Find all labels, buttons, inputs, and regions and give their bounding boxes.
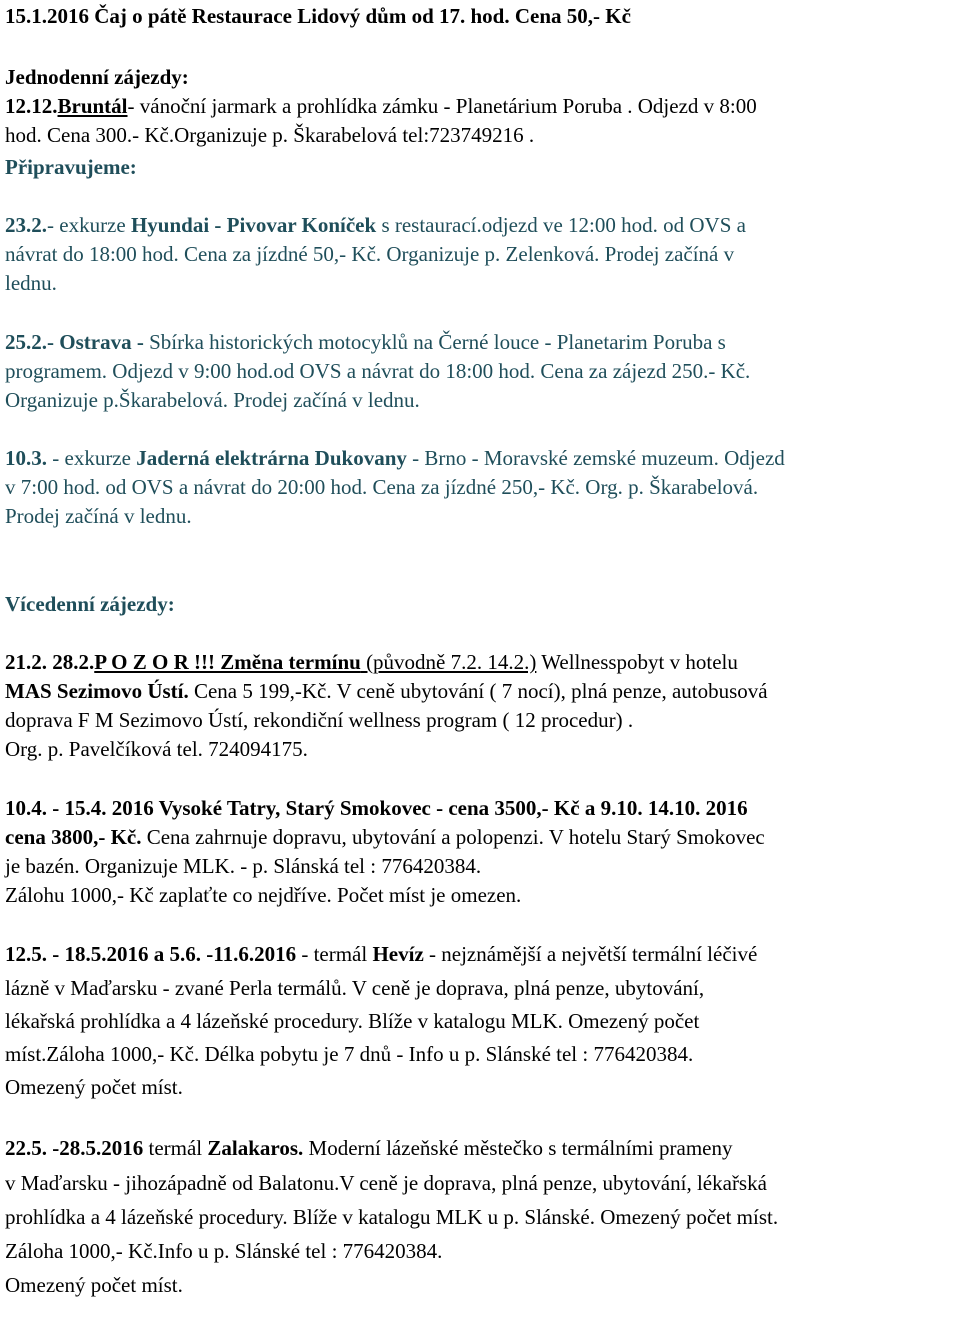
bruntal-line-1 — [5, 93, 757, 119]
sezimovo-original: (původně 7.2. 14.2.) — [360, 650, 537, 674]
tatry-price-2: cena 3800,- Kč. — [5, 825, 142, 849]
heviz-title: Hevíz — [372, 942, 424, 966]
zalakaros-line-5: Omezený počet míst. — [5, 1273, 183, 1297]
hyundai-pre: - exkurze — [47, 213, 131, 237]
zalakaros-title: Zalakaros. — [207, 1136, 304, 1160]
sezimovo-hotel: MAS Sezimovo Ústí. — [5, 679, 189, 703]
ostrava-date: 25.2. — [5, 330, 47, 354]
bruntal-title: Bruntál — [57, 94, 128, 118]
tatry-line-2 — [5, 824, 765, 850]
hyundai-text-1: s restaurací — [376, 213, 477, 237]
sezimovo-line-4: Org. p. Pavelčíková tel. 724094175. — [5, 737, 308, 761]
ostrava-line-1 — [5, 329, 726, 355]
sezimovo-text-2: Cena 5 199,-Kč. V ceně ubytování ( 7 nocí), plná penze, autobusová — [188, 679, 768, 703]
sezimovo-line-3: doprava F M Sezimovo Ústí, rekondiční wellness program ( 12 procedur) . — [5, 708, 634, 732]
heviz-line-3: lékařská prohlídka a 4 lázeňské procedury. Blíže v katalogu MLK. Omezený počet — [5, 1009, 700, 1033]
zalakaros-line-2: v Maďarsku - jihozápadně od Balatonu.V ceně je doprava, plná penze, ubytování, lékařská — [5, 1171, 767, 1195]
ostrava-text-1: Sbírka historických motocyklů na Černé louce - Planetarim Poruba s — [143, 330, 726, 354]
intro-date: 15.1.2016 — [5, 4, 89, 28]
sezimovo-line-1 — [5, 649, 738, 675]
bruntal-text-1: - vánoční jarmark a prohlídka zámku - Planetárium Poruba . Odjezd v 8:00 — [127, 94, 757, 118]
zalakaros-line-1 — [5, 1135, 732, 1161]
dukovany-pre: - exkurze — [47, 446, 137, 470]
sezimovo-text-1: Wellnesspobyt v hotelu — [536, 650, 738, 674]
dukovany-title: Jaderná elektrárna Dukovany — [136, 446, 407, 470]
dukovany-line-3: Prodej začíná v lednu. — [5, 504, 192, 528]
heviz-line-5: Omezený počet míst. — [5, 1075, 183, 1099]
heviz-dates: 12.5. - 18.5.2016 a 5.6. -11.6.2016 — [5, 942, 297, 966]
zalakaros-pre: termál — [143, 1136, 208, 1160]
hyundai-text-1b: .odjezd ve 12:00 hod. od OVS a — [476, 213, 746, 237]
hyundai-text-2: návrat do 18:00 hod. Cena za jízdné 50,- Kč. Organizuje p. Zelenková. — [5, 242, 605, 266]
hyundai-text-2b: Prodej začíná v — [604, 242, 735, 266]
bruntal-line-2: hod. Cena 300.- Kč.Organizuje p. Škarabelová tel:723749216 . — [5, 123, 535, 147]
tatry-line-3: je bazén. Organizuje MLK. - p. Slánská tel : 776420384. — [5, 854, 482, 878]
dukovany-line-2: v 7:00 hod. od OVS a návrat do 20:00 hod. Cena za jízdné 250,- Kč. Org. p. Škarabelová. — [5, 475, 759, 499]
intro-rest: Restaurace Lidový dům od 17. hod. Cena 50,- Kč — [191, 4, 631, 28]
dukovany-text-1: - Brno - Moravské zemské muzeum. Odjezd — [406, 446, 785, 470]
zalakaros-line-4: Záloha 1000,- Kč.Info u p. Slánské tel : 776420384. — [5, 1239, 443, 1263]
zalakaros-line-3: prohlídka a 4 lázeňské procedury. Blíže v katalogu MLK u p. Slánské. Omezený počet míst. — [5, 1205, 779, 1229]
sezimovo-date: 21.2. 28.2. — [5, 650, 95, 674]
dukovany-date: 10.3. — [5, 446, 47, 470]
zalakaros-text-1: Moderní lázeňské městečko s termálními prameny — [303, 1136, 733, 1160]
hyundai-line-3: lednu. — [5, 271, 57, 295]
one-day-heading: Jednodenní zájezdy: — [5, 65, 189, 89]
hyundai-line-1 — [5, 212, 746, 238]
ostrava-title: - Ostrava - — [47, 330, 144, 354]
ostrava-line-3: Organizuje p.Škarabelová. Prodej začíná v lednu. — [5, 388, 420, 412]
heviz-line-4: míst.Záloha 1000,- Kč. Délka pobytu je 7 dnů - Info u p. Slánské tel : 776420384. — [5, 1042, 694, 1066]
tatry-line-4: Zálohu 1000,- Kč zaplaťte co nejdříve. Počet míst je omezen. — [5, 883, 522, 907]
tatry-line-1: 10.4. - 15.4. 2016 Vysoké Tatry, Starý Smokovec - cena 3500,- Kč a 9.10. 14.10. 2016 — [5, 796, 748, 820]
zalakaros-dates: 22.5. -28.5.2016 — [5, 1136, 144, 1160]
heviz-line-2: lázně v Maďarsku - zvané Perla termálů. V ceně je doprava, plná penze, ubytování, — [5, 976, 705, 1000]
bruntal-date: 12.12. — [5, 94, 58, 118]
tatry-text-2: Cena zahrnuje dopravu, ubytování a polopenzi. V hotelu Starý Smokovec — [141, 825, 765, 849]
hyundai-line-2 — [5, 241, 734, 267]
preparing-heading: Připravujeme: — [5, 155, 137, 179]
multi-day-heading: Vícedenní zájezdy: — [5, 592, 175, 616]
heviz-text-1: - nejznámější a největší termální léčivé — [423, 942, 758, 966]
ostrava-line-2: programem. Odjezd v 9:00 hod.od OVS a návrat do 18:00 hod. Cena za zájezd 250.- Kč. — [5, 359, 751, 383]
hyundai-title: Hyundai - Pivovar Koníček — [130, 213, 377, 237]
heviz-line-1 — [5, 941, 757, 967]
sezimovo-title: P O Z O R !!! Změna termínu — [94, 650, 361, 674]
dukovany-line-1 — [5, 445, 785, 471]
heviz-pre: - termál — [296, 942, 373, 966]
hyundai-date: 23.2. — [5, 213, 47, 237]
sezimovo-line-2 — [5, 678, 768, 704]
intro-event: Čaj o pátě — [94, 4, 187, 28]
intro-line — [5, 3, 631, 29]
